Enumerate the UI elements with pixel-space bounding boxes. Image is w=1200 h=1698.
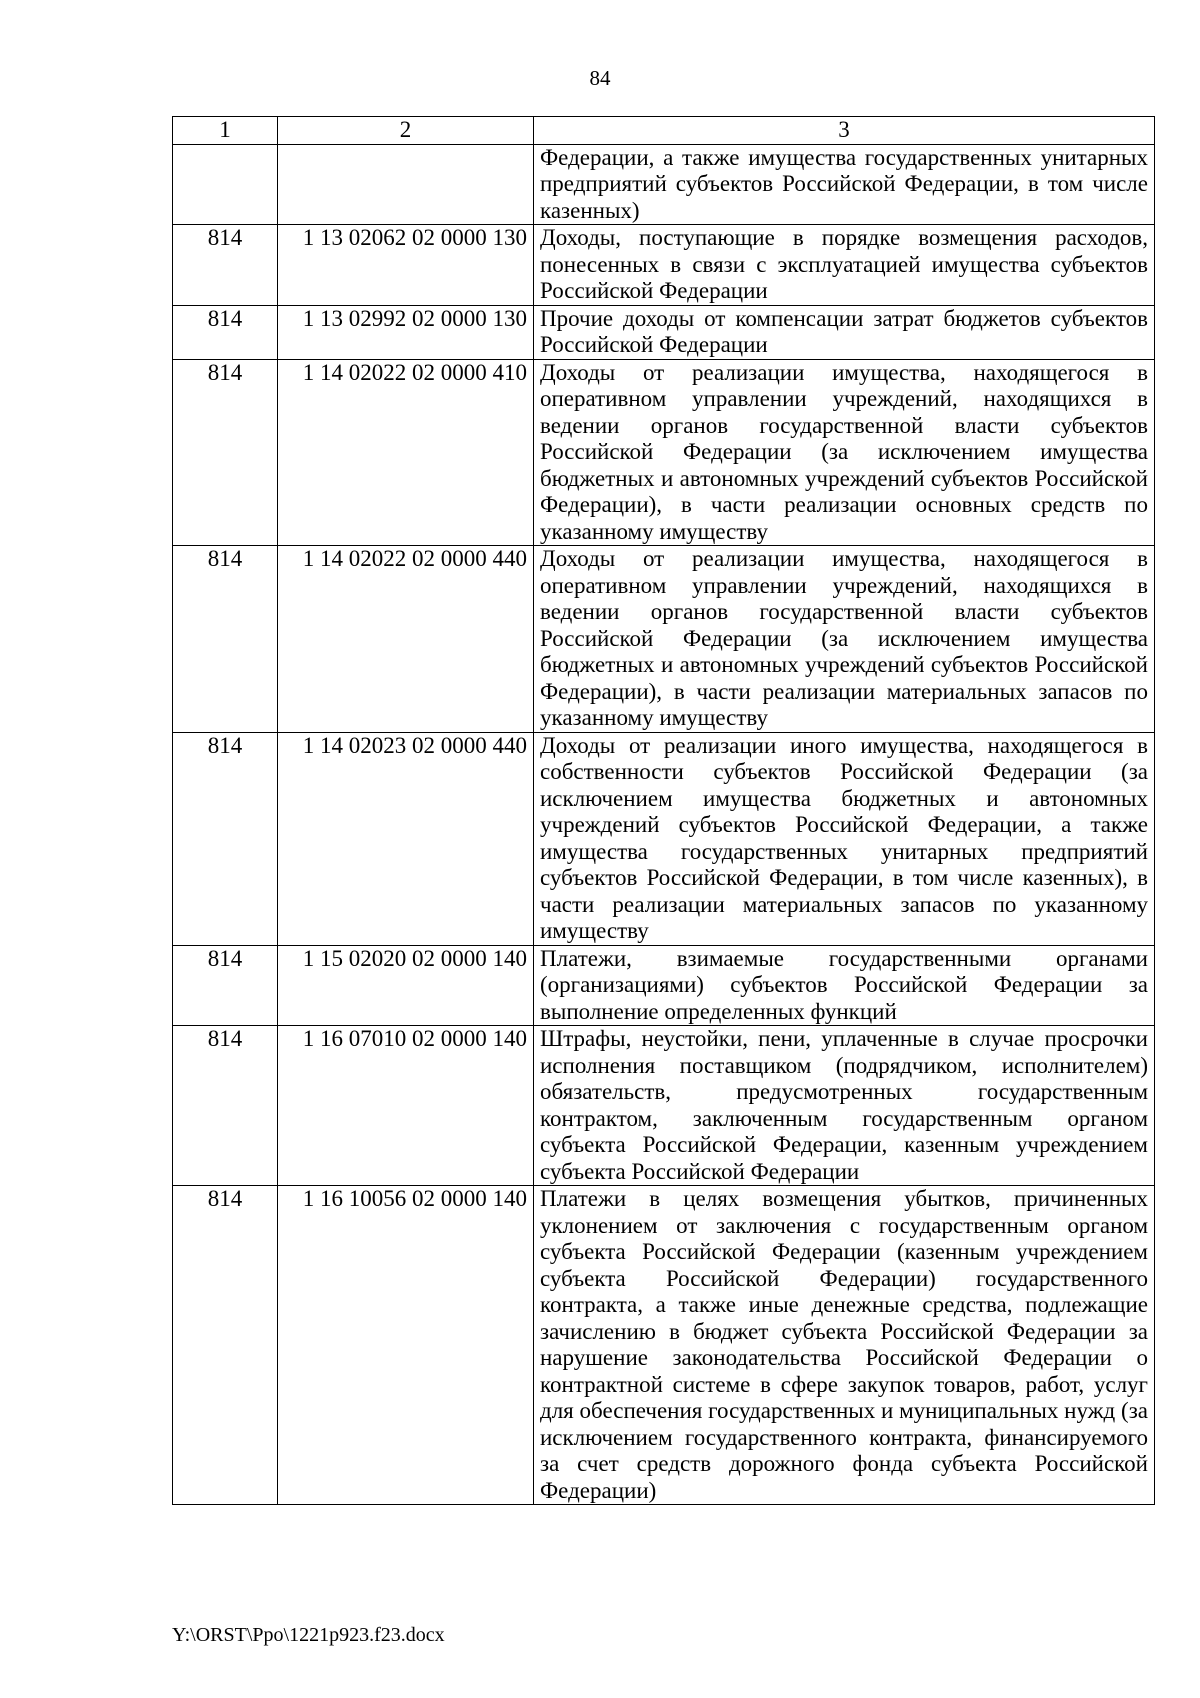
column-header-3: 3	[534, 117, 1155, 145]
description-cell: Доходы от реализации имущества, находящегося в оперативном управлении учреждений, находящихся в ведении органов государственной власти субъектов Российской Федерации (за исключением имущества бюджетных и автономных учреждений субъектов Российской Федерации), в части реализации материальных запасов по указанному имуществу	[534, 546, 1155, 733]
table-header-row	[173, 117, 1155, 145]
budget-code-cell: 1 14 02023 02 0000 440	[278, 732, 534, 945]
description-cell: Доходы, поступающие в порядке возмещения расходов, понесенных в связи с эксплуатацией имущества субъектов Российской Федерации	[534, 225, 1155, 306]
budget-code-cell: 1 16 10056 02 0000 140	[278, 1186, 534, 1505]
page-number: 84	[589, 66, 611, 90]
admin-code-cell	[173, 144, 278, 225]
table-row	[173, 732, 1155, 945]
table-row	[173, 945, 1155, 1026]
admin-code-cell: 814	[173, 732, 278, 945]
description-cell: Доходы от реализации имущества, находящегося в оперативном управлении учреждений, находящихся в ведении органов государственной власти субъектов Российской Федерации (за исключением имущества бюджетных и автономных учреждений субъектов Российской Федерации), в части реализации основных средств по указанному имуществу	[534, 359, 1155, 546]
column-header-2: 2	[278, 117, 534, 145]
description-cell: Платежи в целях возмещения убытков, причиненных уклонением от заключения с государственным органом субъекта Российской Федерации (казенным учреждением субъекта Российской Федерации) государственного контракта, а также иные денежные средства, подлежащие зачислению в бюджет субъекта Российской Федерации за нарушение законодательства Российской Федерации о контрактной системе в сфере закупок товаров, работ, услуг для обеспечения государственных и муниципальных нужд (за исключением государственного контракта, финансируемого за счет средств дорожного фонда субъекта Российской Федерации)	[534, 1186, 1155, 1505]
column-header-1: 1	[173, 117, 278, 145]
table-row	[173, 1026, 1155, 1186]
admin-code-cell: 814	[173, 1186, 278, 1505]
description-cell: Штрафы, неустойки, пени, уплаченные в случае просрочки исполнения поставщиком (подрядчиком, исполнителем) обязательств, предусмотренных государственным контрактом, заключенным государственным органом субъекта Российской Федерации, казенным учреждением субъекта Российской Федерации	[534, 1026, 1155, 1186]
description-cell: Федерации, а также имущества государственных унитарных предприятий субъектов Российской Федерации, в том числе казенных)	[534, 144, 1155, 225]
budget-code-cell: 1 14 02022 02 0000 440	[278, 546, 534, 733]
budget-code-cell: 1 14 02022 02 0000 410	[278, 359, 534, 546]
description-cell: Платежи, взимаемые государственными органами (организациями) субъектов Российской Федерации за выполнение определенных функций	[534, 945, 1155, 1026]
budget-code-cell	[278, 144, 534, 225]
table-row	[173, 305, 1155, 359]
file-path-footer: Y:\ORST\Ppo\1221p923.f23.docx	[172, 1624, 445, 1646]
admin-code-cell: 814	[173, 945, 278, 1026]
admin-code-cell: 814	[173, 546, 278, 733]
description-cell: Доходы от реализации иного имущества, находящегося в собственности субъектов Российской Федерации (за исключением имущества бюджетных и автономных учреждений субъектов Российской Федерации, а также имущества государственных унитарных предприятий субъектов Российской Федерации, в том числе казенных), в части реализации материальных запасов по указанному имуществу	[534, 732, 1155, 945]
admin-code-cell: 814	[173, 1026, 278, 1186]
table-row	[173, 144, 1155, 225]
table-row	[173, 1186, 1155, 1505]
admin-code-cell: 814	[173, 359, 278, 546]
budget-code-cell: 1 13 02062 02 0000 130	[278, 225, 534, 306]
budget-code-cell: 1 13 02992 02 0000 130	[278, 305, 534, 359]
admin-code-cell: 814	[173, 305, 278, 359]
description-cell: Прочие доходы от компенсации затрат бюджетов субъектов Российской Федерации	[534, 305, 1155, 359]
budget-code-cell: 1 16 07010 02 0000 140	[278, 1026, 534, 1186]
admin-code-cell: 814	[173, 225, 278, 306]
table-row	[173, 546, 1155, 733]
table-row	[173, 225, 1155, 306]
revenue-codes-table	[172, 116, 1155, 1505]
budget-code-cell: 1 15 02020 02 0000 140	[278, 945, 534, 1026]
table-row	[173, 359, 1155, 546]
